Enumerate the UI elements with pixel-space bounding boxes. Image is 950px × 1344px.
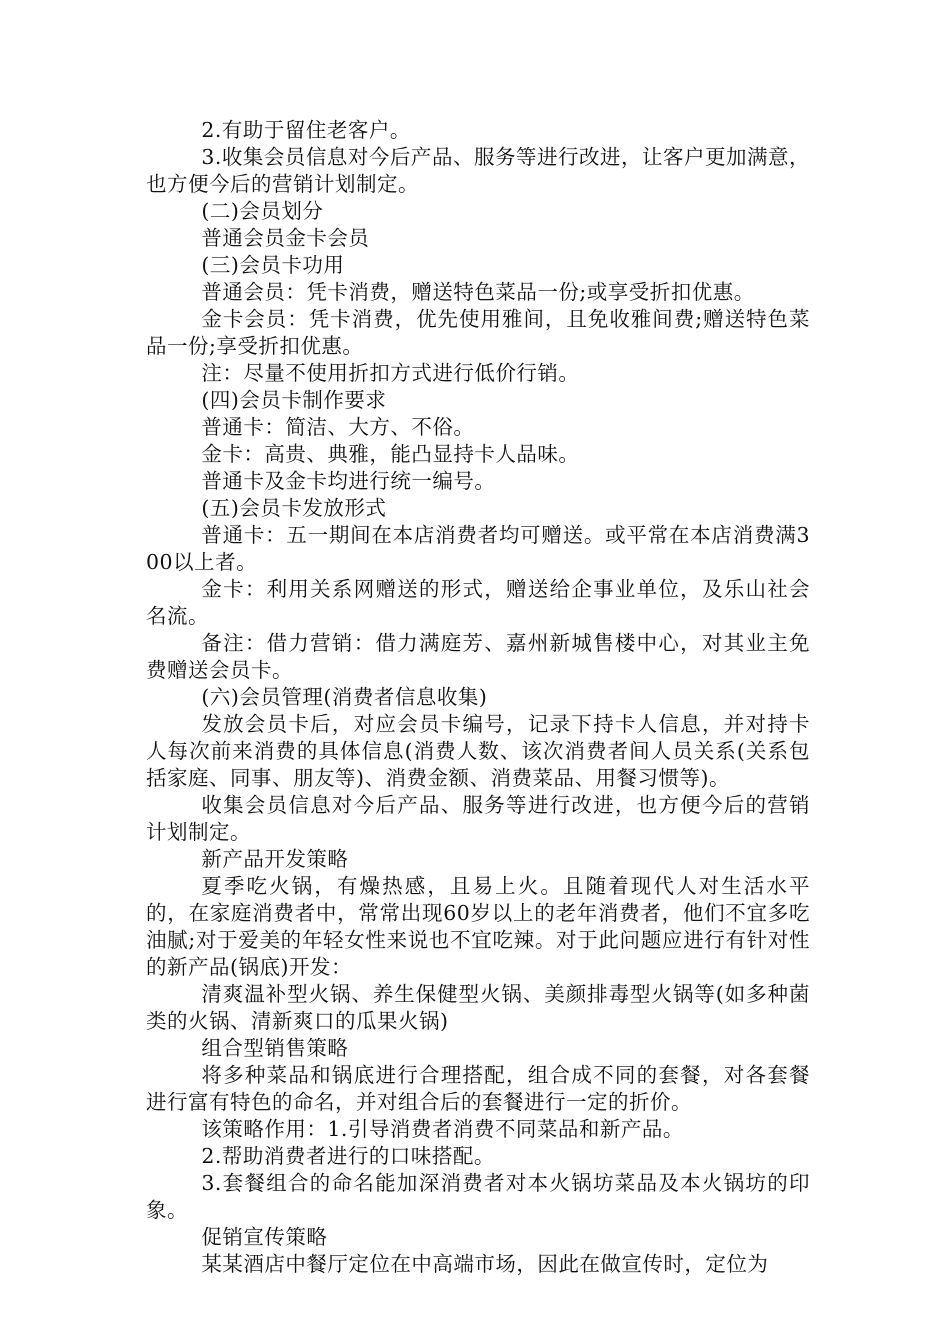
paragraph: 将多种菜品和锅底进行合理搭配，组合成不同的套餐，对各套餐进行富有特色的命名，并对组合后的套餐进行一定的折价。 <box>146 1063 810 1114</box>
paragraph: 备注：借力营销：借力满庭芳、嘉州新城售楼中心，对其业主免费赠送会员卡。 <box>146 631 810 682</box>
document-body <box>146 117 810 1278</box>
section-heading: 组合型销售策略 <box>201 1036 349 1060</box>
section-heading: (三)会员卡功用 <box>201 253 345 277</box>
paragraph: 金卡：利用关系网赠送的形式，赠送给企事业单位，及乐山社会名流。 <box>146 577 810 628</box>
section-heading: (二)会员划分 <box>201 199 324 223</box>
paragraph: 该策略作用：1.引导消费者消费不同菜品和新产品。 <box>201 1117 684 1141</box>
paragraph: 夏季吃火锅，有燥热感，且易上火。且随着现代人对生活水平的，在家庭消费者中，常常出现60岁以上的老年消费者，他们不宜多吃油腻;对于爱美的年轻女性来说也不宜吃辣。对于此问题应进行有针对性的新产品(锅底)开发： <box>146 874 810 979</box>
paragraph: 普通卡：五一期间在本店消费者均可赠送。或平常在本店消费满300以上者。 <box>146 523 810 574</box>
paragraph: 普通会员金卡会员 <box>201 226 370 250</box>
paragraph: 3.收集会员信息对今后产品、服务等进行改进，让客户更加满意，也方便今后的营销计划制定。 <box>146 145 810 196</box>
paragraph: 2.有助于留住老客户。 <box>201 118 411 142</box>
paragraph: 金卡：高贵、典雅，能凸显持卡人品味。 <box>201 442 580 466</box>
paragraph: 金卡会员：凭卡消费，优先使用雅间，且免收雅间费;赠送特色菜品一份;享受折扣优惠。 <box>146 307 810 358</box>
paragraph: 普通会员：凭卡消费，赠送特色菜品一份;或享受折扣优惠。 <box>201 280 755 304</box>
section-heading: (六)会员管理(消费者信息收集) <box>201 685 488 709</box>
section-heading: 促销宣传策略 <box>201 1225 328 1249</box>
paragraph: 注：尽量不使用折扣方式进行低价行销。 <box>201 361 580 385</box>
paragraph: 清爽温补型火锅、养生保健型火锅、美颜排毒型火锅等(如多种菌类的火锅、清新爽口的瓜果火锅) <box>146 982 810 1033</box>
section-heading: 新产品开发策略 <box>201 847 349 871</box>
section-heading: (四)会员卡制作要求 <box>201 388 387 412</box>
paragraph: 发放会员卡后，对应会员卡编号，记录下持卡人信息，并对持卡人每次前来消费的具体信息(消费人数、该次消费者间人员关系(关系包括家庭、同事、朋友等)、消费金额、消费菜品、用餐习惯等)。 <box>146 712 810 790</box>
paragraph: 普通卡及金卡均进行统一编号。 <box>201 469 496 493</box>
paragraph: 3.套餐组合的命名能加深消费者对本火锅坊菜品及本火锅坊的印象。 <box>146 1171 810 1222</box>
paragraph: 普通卡：简洁、大方、不俗。 <box>201 415 475 439</box>
paragraph: 某某酒店中餐厅定位在中高端市场，因此在做宣传时，定位为 <box>201 1252 769 1276</box>
section-heading: (五)会员卡发放形式 <box>201 496 387 520</box>
paragraph: 2.帮助消费者进行的口味搭配。 <box>201 1144 495 1168</box>
paragraph: 收集会员信息对今后产品、服务等进行改进，也方便今后的营销计划制定。 <box>146 793 810 844</box>
